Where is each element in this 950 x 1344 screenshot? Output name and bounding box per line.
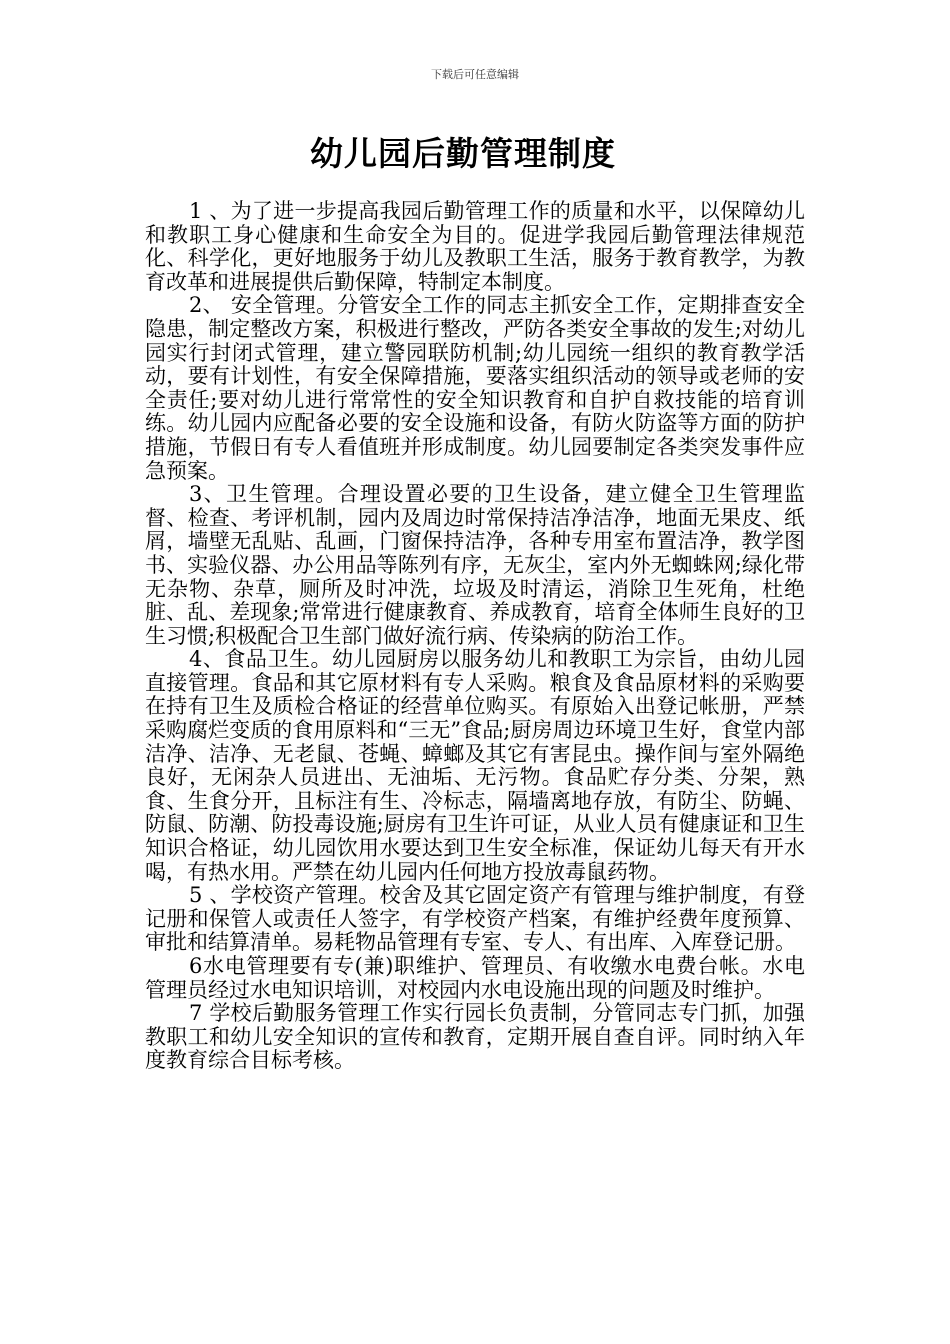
- paragraph-4-food-hygiene: 4、食品卫生。幼儿园厨房以服务幼儿和教职工为宗旨，由幼儿园直接管理。食品和其它原材料有专人采购。粮食及食品原材料的采购要在持有卫生及质检合格证的经营单位购买。有原始入出登记帐册，严禁采购腐烂变质的食用原料和“三无”食品;厨房周边环境卫生好，食堂内部洁净、洁净、无老鼠、苍蝇、蟑螂及其它有害昆虫。操作间与室外隔绝良好，无闲杂人员进出、无油垢、无污物。食品贮存分类、分架，熟食、生食分开，且标注有生、冷标志，隔墙离地存放，有防尘、防蝇、防鼠、防潮、防投毒设施;厨房有卫生许可证，从业人员有健康证和卫生知识合格证，幼儿园饮用水要达到卫生安全标准，保证幼儿每天有开水喝，有热水用。严禁在幼儿园内任何地方投放毒鼠药物。: [145, 647, 805, 884]
- header-note: 下载后可任意编辑: [431, 68, 519, 81]
- page-title: 幼儿园后勤管理制度: [310, 134, 616, 173]
- paragraph-2-safety: 2、 安全管理。分管安全工作的同志主抓安全工作，定期排查安全隐患，制定整改方案，积极进行整改，严防各类安全事故的发生;对幼儿园实行封闭式管理，建立警园联防机制;幼儿园统一组织的教育教学活动，要有计划性，有安全保障措施，要落实组织活动的领导或老师的安全责任;要对幼儿进行常常性的安全知识教育和自护自救技能的培育训练。幼儿园内应配备必要的安全设施和设备，有防火防盗等方面的防护措施，节假日有专人看值班并形成制度。幼儿园要制定各类突发事件应急预案。: [145, 293, 805, 483]
- paragraph-7-responsibility: 7 学校后勤服务管理工作实行园长负责制，分管同志专门抓，加强教职工和幼儿安全知识的宣传和教育，定期开展自查自评。同时纳入年度教育综合目标考核。: [145, 1001, 805, 1073]
- paragraph-6-utilities: 6水电管理要有专(兼)职维护、管理员、有收缴水电费台帐。水电管理员经过水电知识培训，对校园内水电设施出现的问题及时维护。: [145, 954, 805, 1002]
- paragraph-1-purpose: 1 、为了进一步提高我园后勤管理工作的质量和水平，以保障幼儿和教职工身心健康和生命安全为目的。促进学我园后勤管理法律规范化、科学化，更好地服务于幼儿及教职工生活，服务于教育教学，为教育改革和进展提供后勤保障，特制定本制度。: [145, 199, 805, 294]
- document-body: [145, 200, 805, 1073]
- paragraph-3-hygiene: 3、卫生管理。合理设置必要的卫生设备，建立健全卫生管理监督、检查、考评机制，园内及周边时常保持洁净洁净，地面无果皮、纸屑，墙壁无乱贴、乱画，门窗保持洁净，各种专用室布置洁净，教学图书、实验仪器、办公用品等陈列有序，无灰尘，室内外无蜘蛛网;绿化带无杂物、杂草，厕所及时冲洗，垃圾及时清运，消除卫生死角，杜绝脏、乱、差现象;常常进行健康教育、养成教育，培育全体师生良好的卫生习惯;积极配合卫生部门做好流行病、传染病的防治工作。: [145, 482, 805, 648]
- paragraph-5-assets: 5 、学校资产管理。校舍及其它固定资产有管理与维护制度，有登记册和保管人或责任人签字，有学校资产档案，有维护经费年度预算、审批和结算清单。易耗物品管理有专室、专人、有出库、入库登记册。: [145, 883, 805, 955]
